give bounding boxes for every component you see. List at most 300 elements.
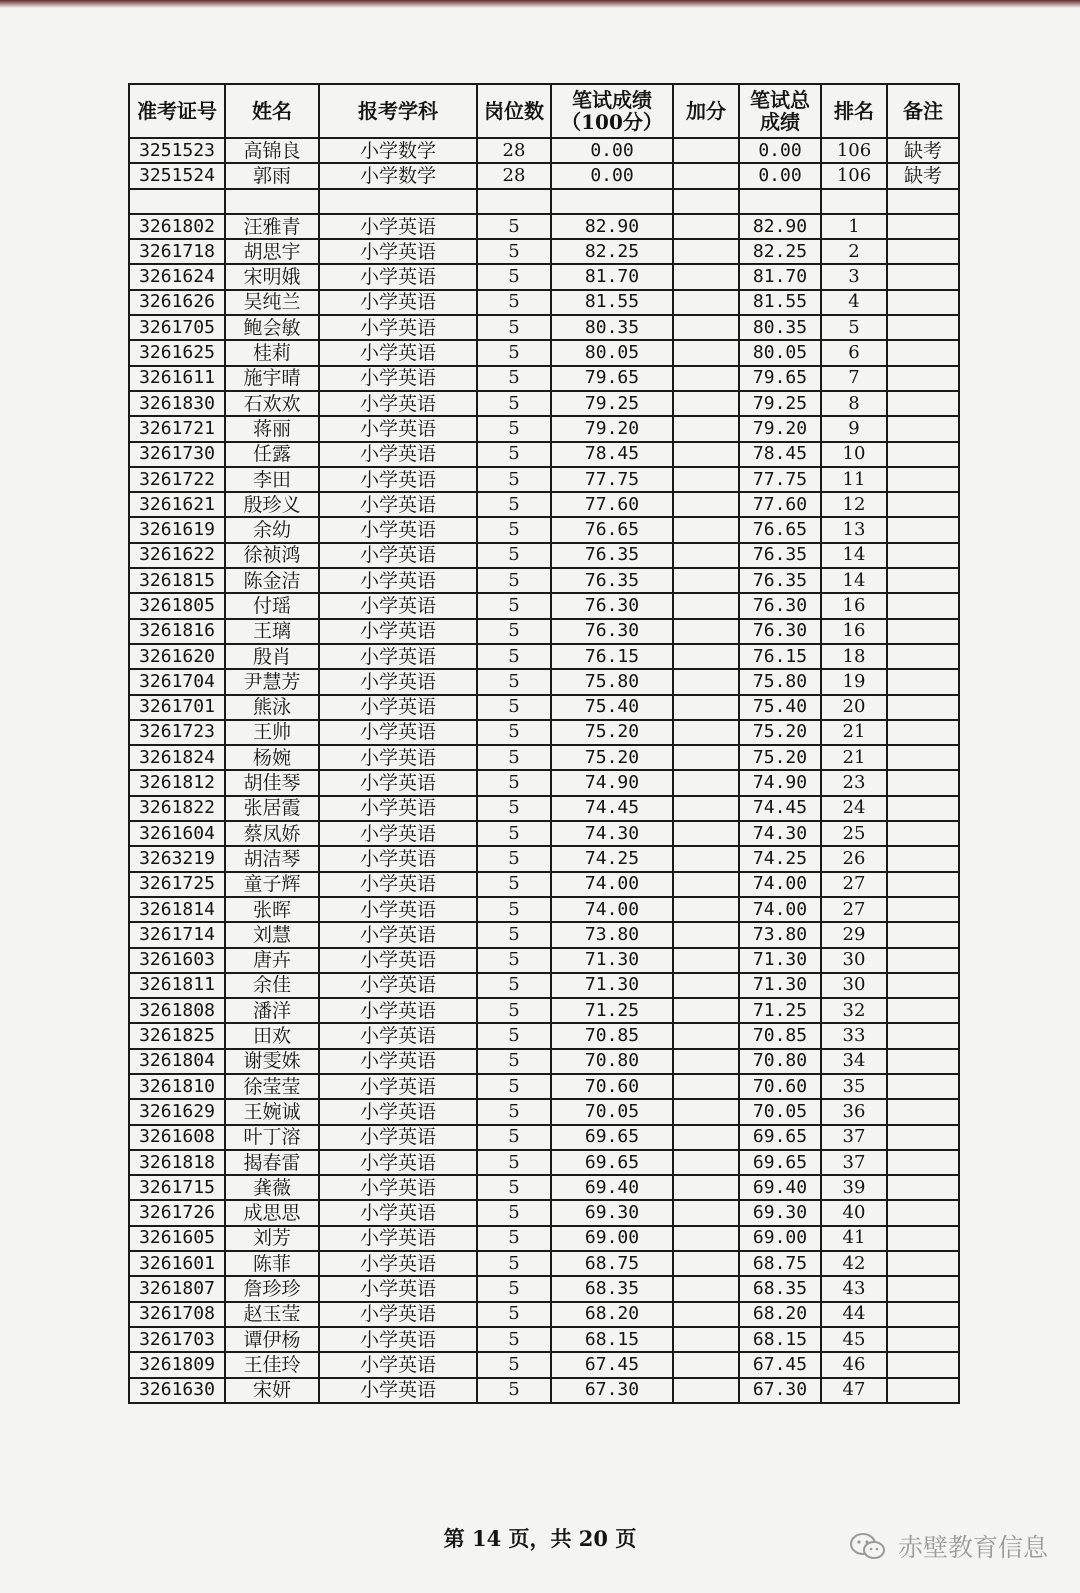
cell-posts: 5 [477, 214, 551, 239]
cell-bonus [673, 290, 739, 315]
cell-name: 王璃 [225, 619, 319, 644]
cell-subject: 小学英语 [319, 619, 477, 644]
cell-total: 82.90 [739, 214, 821, 239]
cell-score: 77.75 [551, 467, 673, 492]
cell-total: 76.65 [739, 517, 821, 542]
cell-subject: 小学英语 [319, 1302, 477, 1327]
table-row [129, 1327, 959, 1352]
cell-score: 74.25 [551, 846, 673, 871]
cell-bonus [673, 239, 739, 264]
cell-name: 徐莹莹 [225, 1074, 319, 1099]
cell-id: 3261812 [129, 770, 225, 795]
cell-subject: 小学英语 [319, 467, 477, 492]
cell-total: 70.80 [739, 1049, 821, 1074]
cell-id: 3261611 [129, 366, 225, 391]
cell-id: 3261620 [129, 644, 225, 669]
cell-bonus [673, 1276, 739, 1301]
cell-total: 77.75 [739, 467, 821, 492]
cell-subject: 小学英语 [319, 1125, 477, 1150]
cell-id: 3261807 [129, 1276, 225, 1301]
cell-score: 75.80 [551, 669, 673, 694]
cell-subject: 小学数学 [319, 138, 477, 163]
cell-score: 70.05 [551, 1099, 673, 1124]
cell-id: 3261802 [129, 214, 225, 239]
cell-name: 熊泳 [225, 695, 319, 720]
cell-posts: 5 [477, 543, 551, 568]
cell-subject: 小学英语 [319, 897, 477, 922]
cell-posts: 5 [477, 796, 551, 821]
cell-bonus [673, 1074, 739, 1099]
cell-score: 0.00 [551, 163, 673, 188]
cell-name: 尹慧芳 [225, 669, 319, 694]
cell-subject: 小学英语 [319, 1200, 477, 1225]
cell-total: 70.05 [739, 1099, 821, 1124]
cell-id: 3263219 [129, 846, 225, 871]
cell-bonus [673, 922, 739, 947]
cell-subject: 小学英语 [319, 1074, 477, 1099]
table-row [129, 543, 959, 568]
cell-note [887, 644, 959, 669]
cell-posts: 5 [477, 821, 551, 846]
cell-score: 71.30 [551, 948, 673, 973]
cell-total: 71.25 [739, 998, 821, 1023]
cell-rank: 36 [821, 1099, 887, 1124]
cell-bonus [673, 138, 739, 163]
cell-name: 蒋丽 [225, 416, 319, 441]
cell-id: 3261608 [129, 1125, 225, 1150]
cell-id [129, 189, 225, 214]
cell-id: 3261718 [129, 239, 225, 264]
cell-rank: 4 [821, 290, 887, 315]
cell-name: 任露 [225, 442, 319, 467]
cell-score: 77.60 [551, 492, 673, 517]
cell-bonus [673, 568, 739, 593]
cell-note [887, 1200, 959, 1225]
cell-posts: 5 [477, 1378, 551, 1403]
cell-bonus [673, 1378, 739, 1403]
cell-rank: 45 [821, 1327, 887, 1352]
table-row [129, 948, 959, 973]
page-number: 第 14 页，共 20 页 [443, 1526, 637, 1551]
cell-note [887, 315, 959, 340]
header-name: 姓名 [225, 84, 319, 138]
cell-bonus [673, 1327, 739, 1352]
cell-score: 67.30 [551, 1378, 673, 1403]
cell-total: 68.35 [739, 1276, 821, 1301]
cell-posts: 5 [477, 1049, 551, 1074]
header-total: 笔试总成绩 [739, 84, 821, 138]
cell-posts: 5 [477, 264, 551, 289]
cell-rank: 41 [821, 1226, 887, 1251]
cell-id: 3261723 [129, 720, 225, 745]
cell-bonus [673, 442, 739, 467]
cell-note [887, 1175, 959, 1200]
table-row [129, 517, 959, 542]
cell-bonus [673, 366, 739, 391]
cell-note [887, 973, 959, 998]
table-row [129, 315, 959, 340]
cell-score: 74.90 [551, 770, 673, 795]
cell-note [887, 593, 959, 618]
cell-posts: 5 [477, 391, 551, 416]
cell-posts: 5 [477, 1302, 551, 1327]
cell-id: 3261622 [129, 543, 225, 568]
cell-score: 74.45 [551, 796, 673, 821]
cell-name: 高锦良 [225, 138, 319, 163]
cell-id: 3261811 [129, 973, 225, 998]
cell-rank: 23 [821, 770, 887, 795]
cell-note [887, 492, 959, 517]
cell-subject: 小学英语 [319, 366, 477, 391]
cell-score: 74.00 [551, 872, 673, 897]
cell-posts: 5 [477, 1352, 551, 1377]
table-row [129, 366, 959, 391]
cell-name: 施宇晴 [225, 366, 319, 391]
cell-bonus [673, 492, 739, 517]
cell-note [887, 846, 959, 871]
cell-bonus [673, 264, 739, 289]
cell-id: 3261624 [129, 264, 225, 289]
cell-bonus [673, 543, 739, 568]
cell-score: 81.55 [551, 290, 673, 315]
cell-name: 陈菲 [225, 1251, 319, 1276]
cell-bonus [673, 897, 739, 922]
cell-subject: 小学英语 [319, 644, 477, 669]
cell-posts: 5 [477, 1276, 551, 1301]
cell-name: 蔡凤娇 [225, 821, 319, 846]
table-row [129, 1023, 959, 1048]
cell-posts: 5 [477, 340, 551, 365]
table-row [129, 239, 959, 264]
table-row [129, 593, 959, 618]
cell-posts: 28 [477, 163, 551, 188]
cell-bonus [673, 695, 739, 720]
cell-total: 68.75 [739, 1251, 821, 1276]
cell-bonus [673, 416, 739, 441]
cell-rank: 26 [821, 846, 887, 871]
cell-bonus [673, 1226, 739, 1251]
cell-id: 3261619 [129, 517, 225, 542]
cell-id: 3261714 [129, 922, 225, 947]
cell-total: 74.25 [739, 846, 821, 871]
cell-id: 3261704 [129, 669, 225, 694]
cell-bonus [673, 517, 739, 542]
cell-posts: 5 [477, 517, 551, 542]
cell-rank: 18 [821, 644, 887, 669]
cell-total: 74.45 [739, 796, 821, 821]
cell-subject: 小学英语 [319, 720, 477, 745]
cell-subject: 小学英语 [319, 745, 477, 770]
cell-posts: 28 [477, 138, 551, 163]
cell-subject: 小学英语 [319, 492, 477, 517]
cell-name: 成思思 [225, 1200, 319, 1225]
table-row [129, 189, 959, 214]
cell-posts: 5 [477, 492, 551, 517]
cell-note [887, 442, 959, 467]
table-row [129, 214, 959, 239]
cell-id: 3261825 [129, 1023, 225, 1048]
cell-note [887, 1251, 959, 1276]
cell-subject: 小学英语 [319, 1276, 477, 1301]
cell-subject: 小学英语 [319, 872, 477, 897]
cell-posts: 5 [477, 1251, 551, 1276]
table-row [129, 138, 959, 163]
cell-note [887, 214, 959, 239]
cell-posts: 5 [477, 593, 551, 618]
cell-note [887, 1049, 959, 1074]
cell-subject: 小学英语 [319, 442, 477, 467]
cell-subject: 小学英语 [319, 770, 477, 795]
cell-rank: 44 [821, 1302, 887, 1327]
cell-posts: 5 [477, 922, 551, 947]
cell-total: 70.85 [739, 1023, 821, 1048]
results-table [128, 83, 960, 1404]
cell-id: 3261808 [129, 998, 225, 1023]
cell-posts: 5 [477, 442, 551, 467]
cell-subject: 小学英语 [319, 821, 477, 846]
table-row [129, 720, 959, 745]
table-row [129, 897, 959, 922]
cell-bonus [673, 619, 739, 644]
cell-subject: 小学英语 [319, 517, 477, 542]
cell-total [739, 189, 821, 214]
header-posts: 岗位数 [477, 84, 551, 138]
table-row [129, 1302, 959, 1327]
cell-name: 汪雅青 [225, 214, 319, 239]
cell-name: 石欢欢 [225, 391, 319, 416]
cell-score: 68.35 [551, 1276, 673, 1301]
cell-rank [821, 189, 887, 214]
cell-id: 3261605 [129, 1226, 225, 1251]
cell-bonus [673, 1049, 739, 1074]
header-subject: 报考学科 [319, 84, 477, 138]
cell-name: 赵玉莹 [225, 1302, 319, 1327]
cell-total: 74.00 [739, 897, 821, 922]
cell-name: 徐祯鸿 [225, 543, 319, 568]
cell-rank: 2 [821, 239, 887, 264]
cell-score: 71.30 [551, 973, 673, 998]
cell-total: 69.00 [739, 1226, 821, 1251]
cell-id: 3261824 [129, 745, 225, 770]
cell-subject: 小学英语 [319, 264, 477, 289]
cell-total: 74.00 [739, 872, 821, 897]
cell-total: 0.00 [739, 138, 821, 163]
cell-posts: 5 [477, 1099, 551, 1124]
cell-rank: 30 [821, 948, 887, 973]
cell-id: 3261701 [129, 695, 225, 720]
table-row [129, 998, 959, 1023]
cell-score: 79.20 [551, 416, 673, 441]
cell-posts: 5 [477, 669, 551, 694]
cell-rank: 9 [821, 416, 887, 441]
cell-subject: 小学英语 [319, 846, 477, 871]
cell-id: 3261814 [129, 897, 225, 922]
cell-rank: 43 [821, 1276, 887, 1301]
cell-bonus [673, 163, 739, 188]
cell-total: 79.25 [739, 391, 821, 416]
table-row [129, 872, 959, 897]
table-row [129, 695, 959, 720]
table-row [129, 1049, 959, 1074]
table-row [129, 290, 959, 315]
cell-name: 吴纯兰 [225, 290, 319, 315]
cell-total: 76.30 [739, 593, 821, 618]
cell-name: 刘芳 [225, 1226, 319, 1251]
cell-name: 潘洋 [225, 998, 319, 1023]
table-row [129, 442, 959, 467]
cell-posts: 5 [477, 872, 551, 897]
cell-total: 80.35 [739, 315, 821, 340]
cell-rank: 32 [821, 998, 887, 1023]
table-row [129, 1226, 959, 1251]
cell-total: 69.65 [739, 1125, 821, 1150]
cell-subject: 小学英语 [319, 214, 477, 239]
cell-subject: 小学英语 [319, 1023, 477, 1048]
cell-note [887, 1023, 959, 1048]
cell-rank: 40 [821, 1200, 887, 1225]
cell-id: 3261815 [129, 568, 225, 593]
cell-total: 79.20 [739, 416, 821, 441]
cell-note [887, 1276, 959, 1301]
cell-bonus [673, 315, 739, 340]
cell-rank: 25 [821, 821, 887, 846]
cell-id: 3261708 [129, 1302, 225, 1327]
cell-posts: 5 [477, 745, 551, 770]
cell-bonus [673, 1099, 739, 1124]
cell-bonus [673, 669, 739, 694]
cell-total: 74.90 [739, 770, 821, 795]
cell-note [887, 568, 959, 593]
cell-note [887, 745, 959, 770]
cell-name: 谢雯姝 [225, 1049, 319, 1074]
cell-total: 81.55 [739, 290, 821, 315]
cell-name: 殷珍义 [225, 492, 319, 517]
cell-id: 3261603 [129, 948, 225, 973]
cell-name: 田欢 [225, 1023, 319, 1048]
table-row [129, 1150, 959, 1175]
cell-score: 81.70 [551, 264, 673, 289]
cell-total: 75.40 [739, 695, 821, 720]
cell-rank: 16 [821, 619, 887, 644]
top-edge-shadow [0, 0, 1080, 8]
cell-rank: 1 [821, 214, 887, 239]
cell-subject: 小学英语 [319, 1251, 477, 1276]
cell-total: 75.20 [739, 745, 821, 770]
cell-id: 3251524 [129, 163, 225, 188]
cell-id: 3261626 [129, 290, 225, 315]
table-row [129, 467, 959, 492]
cell-posts: 5 [477, 1125, 551, 1150]
results-body [129, 138, 959, 1403]
cell-score: 74.30 [551, 821, 673, 846]
cell-name: 余佳 [225, 973, 319, 998]
cell-posts: 5 [477, 770, 551, 795]
cell-posts: 5 [477, 695, 551, 720]
table-row [129, 619, 959, 644]
cell-score: 71.25 [551, 998, 673, 1023]
cell-bonus [673, 1200, 739, 1225]
cell-id: 3251523 [129, 138, 225, 163]
table-row [129, 1251, 959, 1276]
cell-subject: 小学英语 [319, 1099, 477, 1124]
cell-name: 叶丁溶 [225, 1125, 319, 1150]
cell-note [887, 720, 959, 745]
cell-total: 79.65 [739, 366, 821, 391]
cell-rank: 5 [821, 315, 887, 340]
cell-id: 3261725 [129, 872, 225, 897]
cell-rank: 27 [821, 897, 887, 922]
table-row [129, 669, 959, 694]
cell-subject: 小学英语 [319, 416, 477, 441]
cell-bonus [673, 1150, 739, 1175]
cell-subject: 小学英语 [319, 543, 477, 568]
cell-id: 3261604 [129, 821, 225, 846]
cell-id: 3261629 [129, 1099, 225, 1124]
cell-score: 69.65 [551, 1150, 673, 1175]
cell-note [887, 239, 959, 264]
cell-note [887, 391, 959, 416]
cell-id: 3261715 [129, 1175, 225, 1200]
cell-rank: 35 [821, 1074, 887, 1099]
cell-bonus [673, 745, 739, 770]
cell-note [887, 998, 959, 1023]
table-row [129, 821, 959, 846]
cell-name: 宋明娥 [225, 264, 319, 289]
header-row [129, 84, 959, 138]
cell-rank: 14 [821, 568, 887, 593]
cell-note [887, 467, 959, 492]
cell-subject: 小学英语 [319, 922, 477, 947]
cell-posts: 5 [477, 1150, 551, 1175]
cell-bonus [673, 1302, 739, 1327]
cell-subject: 小学英语 [319, 340, 477, 365]
cell-name: 胡佳琴 [225, 770, 319, 795]
cell-bonus [673, 1175, 739, 1200]
cell-subject: 小学英语 [319, 1150, 477, 1175]
cell-total: 80.05 [739, 340, 821, 365]
cell-total: 78.45 [739, 442, 821, 467]
cell-rank: 37 [821, 1125, 887, 1150]
cell-name: 胡洁琴 [225, 846, 319, 871]
cell-posts: 5 [477, 1175, 551, 1200]
cell-bonus [673, 189, 739, 214]
cell-note [887, 1327, 959, 1352]
cell-posts: 5 [477, 720, 551, 745]
cell-name: 付瑶 [225, 593, 319, 618]
cell-rank: 24 [821, 796, 887, 821]
cell-name: 刘慧 [225, 922, 319, 947]
cell-rank: 21 [821, 720, 887, 745]
cell-score: 70.60 [551, 1074, 673, 1099]
table-row [129, 163, 959, 188]
cell-name: 王婉诚 [225, 1099, 319, 1124]
cell-total: 77.60 [739, 492, 821, 517]
cell-score: 76.15 [551, 644, 673, 669]
wechat-logo-icon [848, 1531, 888, 1561]
cell-posts: 5 [477, 1200, 551, 1225]
cell-rank: 14 [821, 543, 887, 568]
cell-posts: 5 [477, 1023, 551, 1048]
cell-posts: 5 [477, 366, 551, 391]
cell-note [887, 948, 959, 973]
cell-score: 78.45 [551, 442, 673, 467]
table-row [129, 1099, 959, 1124]
cell-rank: 19 [821, 669, 887, 694]
watermark-text: 赤壁教育信息 [897, 1533, 1048, 1562]
cell-id: 3261630 [129, 1378, 225, 1403]
cell-total: 75.80 [739, 669, 821, 694]
cell-score: 75.20 [551, 745, 673, 770]
